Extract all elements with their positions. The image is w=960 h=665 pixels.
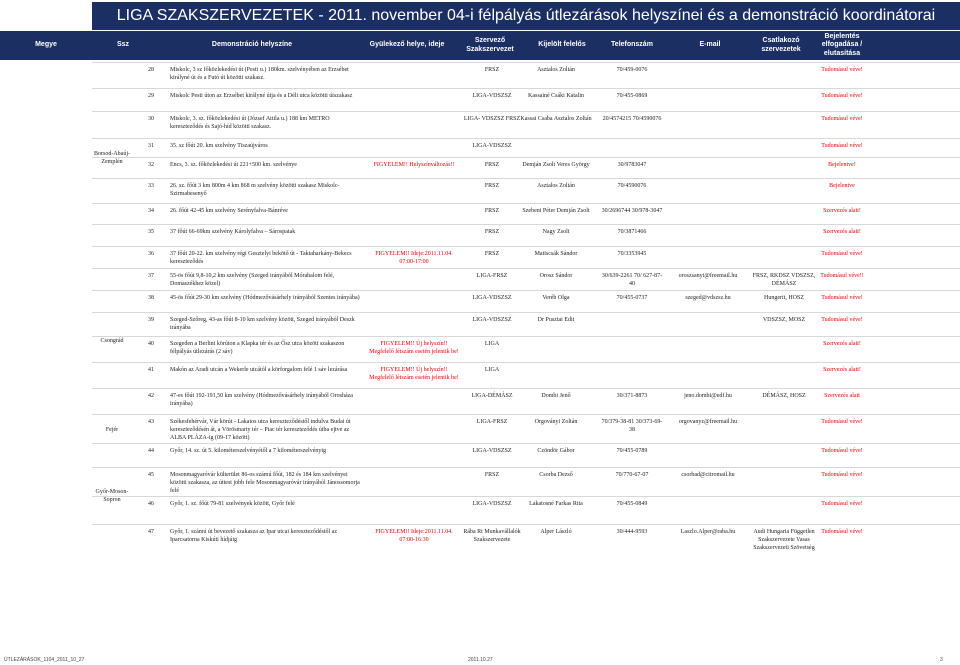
cell-szervezo: LIGA-VDSZSZ: [472, 448, 512, 454]
cell-helyszin: Makón az Aradi utcán a Wekerle utcától a körforgalom felé 1 sáv lezárása: [170, 367, 348, 373]
row-divider: [92, 138, 960, 139]
cell-felelos: Orosz Sándor: [539, 273, 573, 279]
cell-ssz: 37: [148, 273, 154, 279]
cell-szervezo: LIGA-FRSZ: [476, 273, 508, 279]
cell-csatlakozo: Audi Hungaria Független Szakszervezete Vasas Szakszervezeti Szövetség: [753, 529, 815, 551]
cell-telefon: 30/2696744 30/978-3047: [601, 208, 663, 214]
cell-gyulekezo: FIGYELEM!! Ideje:2011.11.04. 07:00-16:30: [375, 529, 453, 543]
row-divider: [92, 268, 960, 269]
cell-bejelentes: Tudomásul véve!: [821, 251, 863, 257]
row-divider: [92, 62, 960, 63]
cell-csatlakozo: DÉMÁSZ, HOSZ: [762, 393, 806, 399]
cell-gyulekezo: FIGYELEM!! Ideje:2011.11.04. 07:00-17:00: [375, 251, 453, 265]
cell-helyszin: 47-es főút 192-191,50 km szelvény (Hódmezővásárhely irányából Orosháza irányába): [170, 393, 353, 407]
cell-helyszin: Győr, 1. számú út bevezető szakasza az Ipar utcai kereszteződéstől az Iparcsatorna Kiskúti hídjáig: [170, 529, 338, 543]
header-helyszin: Demonstráció helyszíne: [211, 41, 293, 49]
header-szervezo: Szervező Szakszervezet: [466, 37, 514, 53]
region-fejer: Fejér: [105, 427, 119, 433]
cell-bejelentes: Bejelentve: [829, 183, 855, 189]
cell-helyszin: 45-ös főút 29-30 km szelvény (Hódmezővásárhely irányából Szentes irányába): [170, 295, 360, 301]
row-divider: [92, 443, 960, 444]
row-divider: [92, 312, 960, 313]
cell-szervezo: FRSZ: [484, 229, 500, 235]
region-csongrad: Csongrád: [100, 338, 124, 344]
row-divider: [92, 157, 960, 158]
cell-felelos: Asztalos Zoltán: [537, 183, 575, 189]
table-header: [35, 31, 960, 60]
header-megye: Megye: [35, 41, 57, 49]
cell-ssz: 34: [148, 208, 154, 214]
cell-felelos: Dr Pusztai Edit: [537, 317, 575, 323]
cell-bejelentes: Tudomásul véve!: [821, 67, 863, 73]
row-divider: [92, 336, 960, 337]
cell-szervezo: LIGA: [484, 367, 500, 373]
cell-helyszin: 55-ös főút 9,8-10,2 km szelvény (Szeged irányából Mórahalom felé, Domaszékhez közel): [170, 273, 335, 287]
cell-helyszin: Encs, 3. sz. főközlekedési út 221+500 km. szelvénye: [170, 162, 297, 168]
cell-csatlakozo: VDSZSZ, MOSZ: [762, 317, 806, 323]
cell-felelos: Csorba Dezső: [539, 472, 573, 478]
cell-felelos: Matiscsák Sándor: [534, 251, 578, 257]
cell-ssz: 40: [148, 341, 154, 347]
cell-felelos: Asztalos Zoltán: [537, 67, 575, 73]
cell-csatlakozo: Hungerit, HOSZ: [764, 295, 804, 301]
cell-ssz: 46: [148, 501, 154, 507]
cell-bejelentes: Tudomásul véve!!: [820, 273, 864, 279]
cell-szervezo: FRSZ: [484, 472, 500, 478]
page-title: LIGA SZAKSZERVEZETEK - 2011. november 04-i félpályás útlezárások helyszínei és a demonstráció koordinátorai: [92, 2, 960, 30]
row-divider: [92, 88, 960, 89]
header-gyulekezo: Gyülekező helye, ideje: [369, 41, 445, 49]
cell-bejelentes: Tudomásul véve!: [821, 472, 863, 478]
cell-bejelentes: Szervezés alatt: [824, 393, 860, 399]
cell-telefon: 30/639-2261 70/ 627-87-40: [601, 273, 663, 287]
cell-helyszin: 37 főút 20-22. km szelvény régi Gesztelyi bekötő út - Taktaharkány-Bekecs kereszteződés: [170, 251, 352, 265]
row-divider: [92, 496, 960, 497]
cell-helyszin: Miskolc, 3 sz főközlekedési út (Pesti u.) 180km. szelvényében az Erzsébet királyné út és a Futó út közötti szakasz.: [170, 67, 349, 81]
cell-bejelentes: Tudomásul véve!: [821, 295, 863, 301]
cell-gyulekezo: FIGYELEM!! Új helyszín!! Megfelelő létszám esetén jelentik be!: [369, 367, 459, 381]
cell-email[interactable]: szeged@vdszsz.hu: [685, 295, 731, 301]
cell-bejelentes: Szervezés alatt!: [823, 229, 861, 235]
cell-telefon: 30/9783047: [617, 162, 647, 168]
cell-szervezo: LIGA- VDSZSZ FRSZ: [463, 116, 521, 122]
cell-bejelentes: Tudomásul véve!: [821, 317, 863, 323]
row-divider: [92, 246, 960, 247]
cell-szervezo: LIGA-FRSZ: [476, 419, 508, 425]
cell-felelos: Lakatosné Farkas Rita: [529, 501, 583, 507]
cell-telefon: 30/371-8873: [616, 393, 648, 399]
cell-ssz: 45: [148, 472, 154, 478]
cell-ssz: 43: [148, 419, 154, 425]
cell-szervezo: LIGA-VDSZSZ: [472, 317, 512, 323]
cell-telefon: 70/379-38-81 30/373-69-38: [601, 419, 663, 433]
row-divider: [92, 524, 960, 525]
cell-felelos: Veréb Olga: [542, 295, 570, 301]
cell-helyszin: Miskolc Pesti úton az Erzsébet királyné útja és a Déli utca közötti útszakasz: [170, 93, 353, 99]
cell-felelos: Demján Zsolt Veres György: [522, 162, 590, 168]
footer-file: ÚTLEZÁRÁSOK_1104_2011_10_27: [4, 657, 85, 663]
cell-gyulekezo: FIGYELEM!! Új helyszín!! Megfelelő létszám esetén jelentik be!: [369, 341, 459, 355]
cell-helyszin: Szegeden a Berlini körúton a Klapka tér és az Ősz utca között szakaszon félpályás útlezárás (2 sáv): [170, 341, 345, 355]
cell-gyulekezo: FIGYELEM!! Helyszínváltozás!!: [373, 162, 455, 168]
cell-felelos: Kassai Csaba Asztalos Zoltán: [520, 116, 592, 122]
cell-helyszin: 26. főút 42-45 km szelvény Serényfalva-Bánréve: [170, 208, 288, 214]
cell-szervezo: LIGA-VDSZSZ: [472, 143, 512, 149]
row-divider: [92, 362, 960, 363]
cell-bejelentes: Tudomásul véve!: [821, 529, 863, 535]
row-divider: [92, 111, 960, 112]
cell-email[interactable]: jeno.dombi@edf.hu: [684, 393, 732, 399]
cell-bejelentes: Szervezés alatt!: [823, 367, 861, 373]
row-divider: [92, 388, 960, 389]
cell-helyszin: 35. sz főút 20. km szelvény Tiszaújváros: [170, 143, 268, 149]
cell-szervezo: FRSZ: [484, 183, 500, 189]
cell-szervezo: FRSZ: [484, 67, 500, 73]
row-divider: [92, 290, 960, 291]
cell-ssz: 29: [148, 93, 154, 99]
cell-ssz: 39: [148, 317, 154, 323]
cell-ssz: 36: [148, 251, 154, 257]
cell-telefon: 70/459-0076: [616, 67, 648, 73]
cell-bejelentes: Tudomásul véve!: [821, 143, 863, 149]
cell-ssz: 28: [148, 67, 154, 73]
cell-ssz: 33: [148, 183, 154, 189]
row-divider: [92, 467, 960, 468]
cell-ssz: 44: [148, 448, 154, 454]
cell-ssz: 47: [148, 529, 154, 535]
cell-ssz: 32: [148, 162, 154, 168]
cell-ssz: 30: [148, 116, 154, 122]
cell-felelos: Nagy Zsolt: [542, 229, 570, 235]
row-divider: [92, 178, 960, 179]
cell-helyszin: Szeged-Szőreg, 43-as főút 8-10 km szelvény között, Szeged irányából Deszk irányába: [170, 317, 355, 331]
cell-helyszin: 37 főút 66-69km szelvény Károlyfalva – Sárospatak: [170, 229, 296, 235]
cell-szervezo: LIGA-VDSZSZ: [472, 501, 512, 507]
cell-bejelentes: Bejelentve!: [828, 162, 856, 168]
cell-bejelentes: Szervezés alatt!: [823, 341, 861, 347]
cell-szervezo: LIGA-DÉMÁSZ: [471, 393, 513, 399]
cell-helyszin: Győr, 1. sz. főút 79-81 szelvények között, Győr felé: [170, 501, 295, 507]
cell-csatlakozo: FRSZ, RKDSZ VDSZSZ, DÉMÁSZ: [752, 273, 816, 287]
cell-telefon: 70/3353945: [617, 251, 647, 257]
cell-szervezo: Rába Rt Munkavállalók Szakszervezete: [463, 529, 521, 543]
cell-helyszin: Miskolc, 3. sz. főközlekedési út (József Attila u.) 188 km METRO kereszteződés és Sajó-híd közötti szakasz.: [170, 116, 330, 130]
cell-ssz: 35: [148, 229, 154, 235]
header-email: E-mail: [699, 41, 721, 49]
cell-telefon: 30/444-9593: [616, 529, 648, 535]
cell-szervezo: FRSZ: [484, 208, 500, 214]
cell-felelos: Kassainé Csáki Katalin: [528, 93, 584, 99]
cell-email[interactable]: csorbad@citromail.hu: [681, 472, 735, 478]
cell-helyszin: 26. sz. főút 3 km 800m 4 km 868 m szelvény közötti szakasz Miskolc-Szirmabesenyő: [170, 183, 340, 197]
cell-ssz: 38: [148, 295, 154, 301]
cell-felelos: Dombi Jenő: [541, 393, 571, 399]
cell-email[interactable]: Laszlo.Alper@raba.hu: [680, 529, 736, 535]
cell-felelos: Szebeni Péter Demján Zsolt: [522, 208, 590, 214]
header-csatlakozo: Csatlakozó szervezetek: [761, 37, 801, 53]
header-felelos: Kijelölt felelős: [538, 41, 586, 49]
cell-telefon: 70/455-0869: [616, 93, 648, 99]
cell-helyszin: Mosonmagyaróvár külterület 86-os számú főút, 182 és 184 km szelvényei közötti szakasza, az úttest jobb fele Mosonmagyaróvár irányából Jánossomorja felé: [170, 472, 360, 494]
cell-szervezo: FRSZ: [484, 162, 500, 168]
cell-telefon: 70/4590076: [617, 183, 647, 189]
cell-telefon: 70/770-67-07: [615, 472, 649, 478]
cell-telefon: 70/3871466: [617, 229, 647, 235]
cell-helyszin: Székesfehérvár, Vár körút - Lakatos utca kereszteződéstől indulva Budai út kereszteződésén át, a Vörösmarty tér – Piac tér kereszteződés útba ejtve az ALBA PLÁZA-ig (09-17 között): [170, 419, 351, 441]
cell-szervezo: LIGA: [484, 341, 500, 347]
cell-szervezo: FRSZ: [484, 251, 500, 257]
region-borsod: Borsod-Abaúj-Zemplén: [94, 151, 130, 165]
header-bejelentes: Bejelentés elfogadása / elutasítása: [821, 32, 863, 57]
row-divider: [92, 203, 960, 204]
cell-telefon: 70/455-0789: [616, 448, 648, 454]
cell-szervezo: LIGA-VDSZSZ: [472, 93, 512, 99]
cell-bejelentes: Tudomásul véve!: [821, 93, 863, 99]
header-ssz: Ssz: [116, 41, 130, 49]
cell-szervezo: LIGA-VDSZSZ: [472, 295, 512, 301]
cell-email[interactable]: orgovanyz@freemail.hu: [678, 419, 738, 425]
cell-felelos: Czöndör Gábor: [537, 448, 575, 454]
row-divider: [92, 224, 960, 225]
cell-telefon: 70/455-0849: [616, 501, 648, 507]
cell-telefon: 20/4574215 70/4590076: [602, 116, 662, 122]
cell-bejelentes: Szervezés alatt!: [823, 208, 861, 214]
cell-telefon: 70/455-0737: [616, 295, 648, 301]
cell-felelos: Alper László: [540, 529, 572, 535]
region-gyor: Győr-Moson-Sopron: [95, 489, 129, 503]
cell-ssz: 31: [148, 143, 154, 149]
cell-bejelentes: Tudomásul véve!: [821, 448, 863, 454]
cell-felelos: Orgoványi Zoltán: [534, 419, 578, 425]
footer-date: 2011.10.27: [468, 657, 493, 663]
row-divider: [92, 414, 960, 415]
cell-bejelentes: Tudomásul véve!: [821, 116, 863, 122]
cell-ssz: 41: [148, 367, 154, 373]
footer-page: 3: [940, 657, 943, 663]
cell-email[interactable]: oroszsanyi@freemail.hu: [678, 273, 738, 279]
cell-bejelentes: Tudomásul véve!: [821, 419, 863, 425]
cell-ssz: 42: [148, 393, 154, 399]
cell-helyszin: Győr, 14. sz. út 5. kilométerszelvényétől a 7 kilométerszelvényig: [170, 448, 327, 454]
cell-bejelentes: Tudomásul véve!: [821, 501, 863, 507]
header-telefon: Telefonszám: [611, 41, 653, 49]
